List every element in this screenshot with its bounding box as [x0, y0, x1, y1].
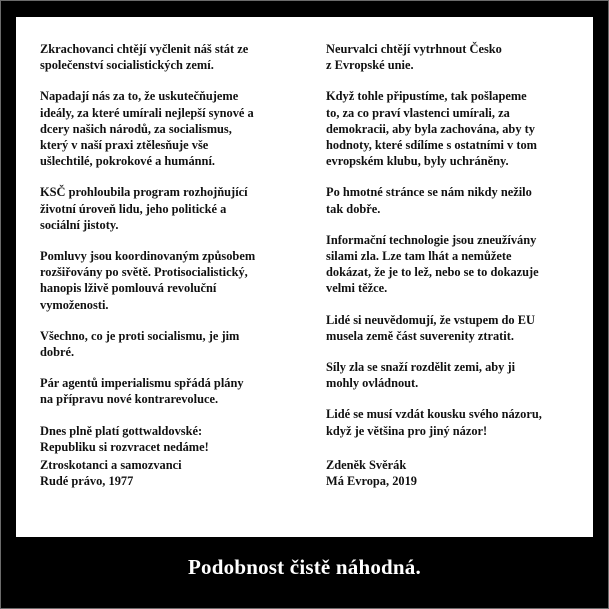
- text-panel: [16, 17, 593, 537]
- left-paragraph-5: Všechno, co je proti socialismu, je jim dobré.: [40, 328, 240, 360]
- right-paragraph-6: Síly zla se snaží rozdělit zemi, aby ji mohly ovládnout.: [326, 360, 516, 391]
- right-attribution: Zdeněk Svěrák Má Evropa, 2019: [326, 458, 417, 489]
- left-paragraph-3: KSČ prohloubila program rozhojňující životní úroveň lidu, jeho politické a sociální jistoty.: [40, 185, 248, 232]
- left-paragraph-7: Dnes plně platí gottwaldovské: Republiku si rozvracet nedáme!: [40, 423, 209, 454]
- caption: Podobnost čistě náhodná.: [188, 555, 421, 579]
- right-paragraph-1: Neurvalci chtějí vytrhnout Česko z Evropské unie.: [326, 42, 502, 73]
- right-column: [326, 41, 588, 454]
- right-paragraph-4: Informační technologie jsou zneužívány silami zla. Lze tam lhát a nemůžete dokázat, že je to lež, nebo se to dokazuje velmi těžce.: [326, 232, 539, 296]
- left-paragraph-2: Napadají nás za to, že uskutečňujeme ideály, za které umírali nejlepší synové a dcery našich národů, za socialismus, který v naší praxi ztělesňuje vše ušlechtilé, pokrokové a humánní.: [40, 89, 254, 169]
- left-paragraph-1: Zkrachovanci chtějí vyčlenit náš stát ze společenství socialistických zemí.: [40, 42, 249, 73]
- left-paragraph-6: Pár agentů imperialismu spřádá plány na přípravu nové kontrarevoluce.: [40, 376, 244, 407]
- left-column: [40, 41, 302, 470]
- right-paragraph-3: Po hmotné stránce se nám nikdy nežilo tak dobře.: [326, 185, 532, 216]
- right-paragraph-2: Když tohle připustíme, tak pošlapeme to, za co praví vlastenci umírali, za demokracii, aby byla zachována, aby ty hodnoty, které sdílíme s ostatními v tom evropském klubu, byly uchráněny.: [326, 89, 537, 169]
- right-paragraph-7: Lidé se musí vzdát kousku svého názoru, když je většina pro jiný názor!: [326, 407, 542, 438]
- right-paragraph-5: Lidé si neuvědomují, že vstupem do EU musela země část suverenity ztratit.: [326, 312, 535, 343]
- left-paragraph-4: Pomluvy jsou koordinovaným způsobem rozšiřovány po světě. Protisocialistický, hanopis lživě pomlouvá revoluční vymoženosti.: [40, 249, 256, 312]
- left-attribution: Ztroskotanci a samozvanci Rudé právo, 1977: [40, 458, 182, 489]
